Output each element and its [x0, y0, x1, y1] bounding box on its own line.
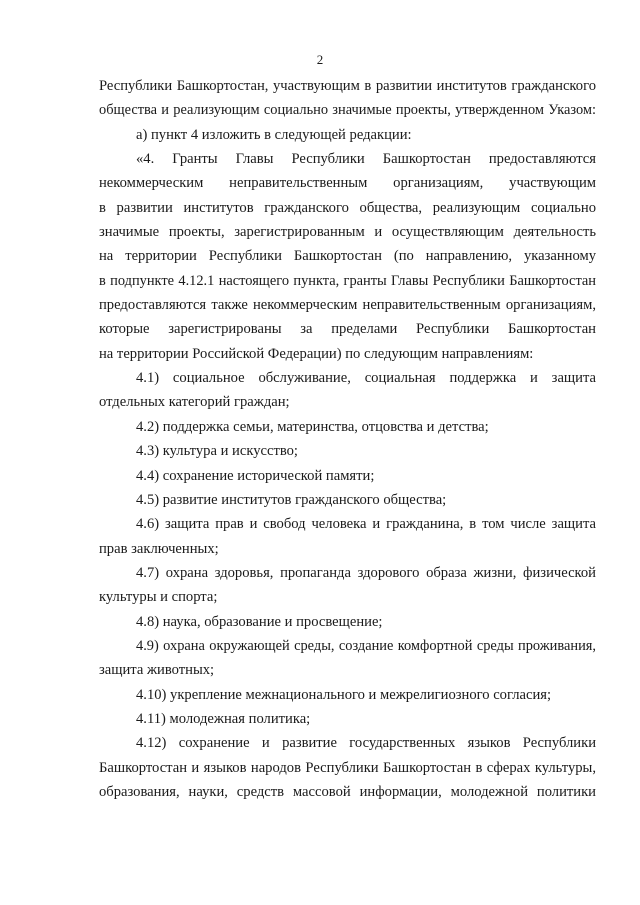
- text-line: некоммерческим неправительственным организациям, участвующим: [99, 175, 596, 192]
- text-line: 4.5) развитие институтов гражданского общества;: [136, 491, 447, 508]
- text-line: 4.3) культура и искусство;: [136, 443, 298, 460]
- page-number: 2: [316, 52, 324, 67]
- document-body: [99, 74, 596, 804]
- text-line: 4.8) наука, образование и просвещение;: [136, 613, 383, 630]
- text-line: 4.6) защита прав и свобод человека и гражданина, в том числе защита: [136, 516, 596, 533]
- text-line: на территории Российской Федерации) по следующим направлениям:: [99, 345, 534, 362]
- text-line: Башкортостан и языков народов Республики Башкортостан в сферах культуры,: [99, 759, 596, 776]
- text-line: культуры и спорта;: [99, 589, 218, 606]
- text-line: 4.7) охрана здоровья, пропаганда здорового образа жизни, физической: [136, 564, 596, 581]
- text-line: 4.9) охрана окружающей среды, создание комфортной среды проживания,: [136, 637, 596, 654]
- text-line: 4.4) сохранение исторической памяти;: [136, 467, 375, 484]
- text-line: общества и реализующим социально значимые проекты, утвержденном Указом:: [99, 102, 596, 119]
- text-line: «4. Гранты Главы Республики Башкортостан предоставляются: [136, 151, 596, 168]
- text-line: отдельных категорий граждан;: [99, 394, 290, 411]
- text-line: 4.1) социальное обслуживание, социальная поддержка и защита: [136, 370, 596, 387]
- text-line: в подпункте 4.12.1 настоящего пункта, гранты Главы Республики Башкортостан: [99, 272, 596, 289]
- text-line: 4.12) сохранение и развитие государственных языков Республики: [136, 735, 596, 752]
- text-line: предоставляются также некоммерческим неправительственным организациям,: [99, 297, 596, 314]
- text-line: на территории Республики Башкортостан (по направлению, указанному: [99, 248, 596, 265]
- text-line: прав заключенных;: [99, 540, 219, 557]
- text-line: 4.10) укрепление межнационального и межрелигиозного согласия;: [136, 686, 552, 703]
- text-line: значимые проекты, зарегистрированным и осуществляющим деятельность: [99, 224, 596, 241]
- text-line: в развитии институтов гражданского общества, реализующим социально: [99, 199, 596, 216]
- text-line: Республики Башкортостан, участвующим в развитии институтов гражданского: [99, 78, 596, 94]
- text-line: 4.2) поддержка семьи, материнства, отцовства и детства;: [136, 418, 489, 435]
- text-line: образования, науки, средств массовой информации, молодежной политики: [99, 783, 596, 800]
- text-line: 4.11) молодежная политика;: [136, 710, 311, 727]
- text-line: а) пункт 4 изложить в следующей редакции:: [136, 126, 412, 143]
- text-line: защита животных;: [99, 662, 215, 679]
- text-line: которые зарегистрированы за пределами Республики Башкортостан: [99, 321, 596, 338]
